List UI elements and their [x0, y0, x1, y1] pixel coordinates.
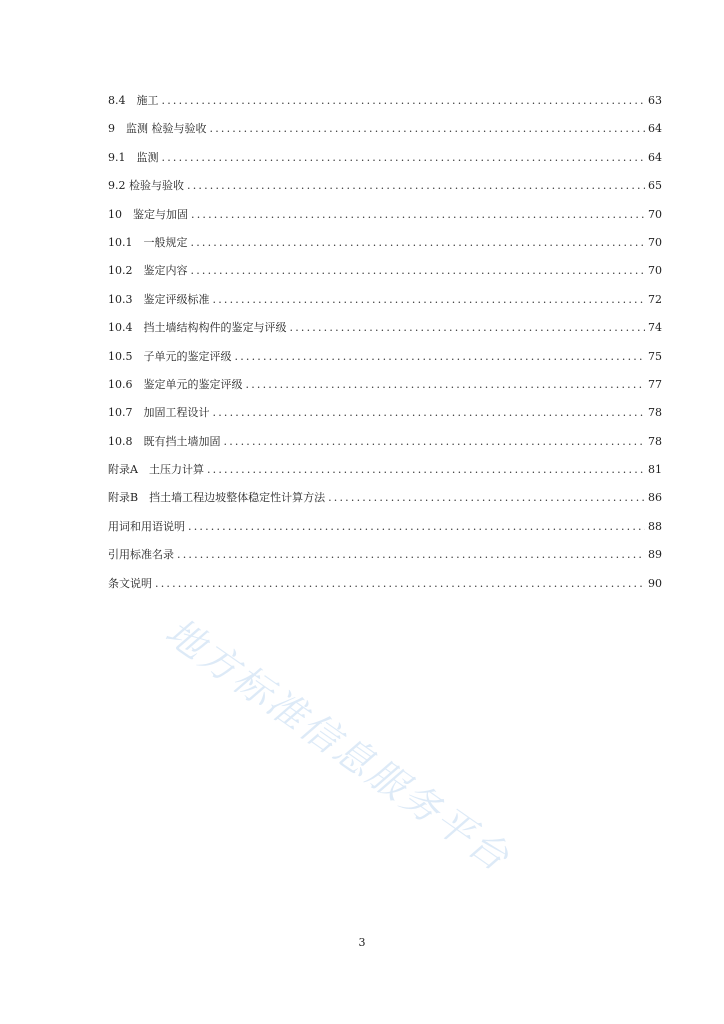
toc-entry-page: 77: [648, 377, 662, 391]
dot-leader: [235, 350, 646, 363]
toc-entry-page: 65: [648, 179, 662, 193]
toc-entry-title: 10.5 子单元的鉴定评级: [108, 349, 232, 363]
toc-entry-title: 附录A 土压力计算: [108, 463, 204, 477]
toc-entry-page: 70: [648, 235, 662, 249]
toc-entry-title: 8.4 施工: [108, 94, 159, 107]
toc-entry[interactable]: [108, 291, 662, 319]
toc-entry[interactable]: [108, 177, 662, 205]
watermark: 地方标准信息服务平台: [157, 609, 519, 881]
toc-entry-title: 引用标准名录: [108, 548, 174, 562]
toc-entry[interactable]: [108, 575, 662, 603]
dot-leader: [213, 406, 646, 419]
toc-entry-page: 70: [648, 207, 662, 221]
toc-entry-title: 10.7 加固工程设计: [108, 406, 210, 420]
dot-leader: [162, 151, 646, 164]
toc-entry[interactable]: [108, 518, 662, 546]
toc-entry[interactable]: [108, 348, 662, 376]
toc-entry-page: 89: [648, 548, 662, 562]
toc-entry-page: 90: [648, 576, 662, 590]
page-number: 3: [358, 936, 366, 949]
toc-entry-page: 64: [648, 122, 662, 136]
dot-leader: [187, 179, 645, 192]
table-of-contents: [108, 92, 662, 603]
toc-entry-title: 用词和用语说明: [108, 519, 185, 533]
toc-entry-title: 10.4 挡土墙结构构件的鉴定与评级: [108, 321, 287, 335]
toc-entry[interactable]: [108, 262, 662, 290]
toc-entry[interactable]: [108, 433, 662, 461]
toc-entry-page: 88: [648, 519, 662, 533]
toc-entry[interactable]: [108, 206, 662, 234]
dot-leader: [210, 122, 646, 135]
toc-entry-title: 9.2 检验与验收: [108, 179, 184, 193]
toc-entry-page: 75: [648, 349, 662, 363]
dot-leader: [188, 520, 645, 533]
toc-entry-page: 74: [648, 321, 662, 335]
dot-leader: [191, 236, 646, 249]
toc-entry-title: 附录B 挡土墙工程边坡整体稳定性计算方法: [108, 491, 326, 505]
dot-leader: [246, 378, 646, 391]
toc-entry[interactable]: [108, 546, 662, 574]
dot-leader: [155, 577, 645, 590]
toc-entry-page: 78: [648, 406, 662, 420]
toc-entry[interactable]: [108, 404, 662, 432]
dot-leader: [224, 435, 646, 448]
toc-entry-title: 10.3 鉴定评级标准: [108, 292, 210, 306]
toc-entry-title: 10 鉴定与加固: [108, 207, 188, 221]
dot-leader: [328, 491, 645, 504]
toc-entry-title: 10.1 一般规定: [108, 235, 188, 249]
toc-entry[interactable]: [108, 461, 662, 489]
toc-entry[interactable]: [108, 120, 662, 148]
toc-entry-title: 10.6 鉴定单元的鉴定评级: [108, 377, 243, 391]
toc-entry-page: 81: [648, 463, 662, 477]
dot-leader: [191, 264, 646, 277]
dot-leader: [177, 548, 645, 561]
toc-entry-page: 72: [648, 292, 662, 306]
toc-entry-page: 78: [648, 434, 662, 448]
dot-leader: [162, 94, 646, 107]
toc-entry[interactable]: [108, 92, 662, 120]
toc-entry-title: 条文说明: [108, 576, 152, 590]
toc-entry-title: 10.8 既有挡土墙加固: [108, 434, 221, 448]
toc-entry-title: 9 监测 检验与验收: [108, 122, 207, 136]
toc-entry[interactable]: [108, 376, 662, 404]
dot-leader: [290, 321, 646, 334]
toc-entry-page: 70: [648, 264, 662, 278]
toc-entry[interactable]: [108, 489, 662, 517]
dot-leader: [207, 463, 645, 476]
dot-leader: [213, 293, 646, 306]
toc-entry-title: 10.2 鉴定内容: [108, 264, 188, 278]
toc-entry-page: 64: [648, 150, 662, 164]
toc-entry-page: 63: [648, 94, 662, 107]
dot-leader: [191, 208, 645, 221]
toc-entry[interactable]: [108, 319, 662, 347]
toc-entry-page: 86: [648, 491, 662, 505]
toc-entry[interactable]: [108, 234, 662, 262]
toc-entry-title: 9.1 监测: [108, 150, 159, 164]
toc-entry[interactable]: [108, 149, 662, 177]
